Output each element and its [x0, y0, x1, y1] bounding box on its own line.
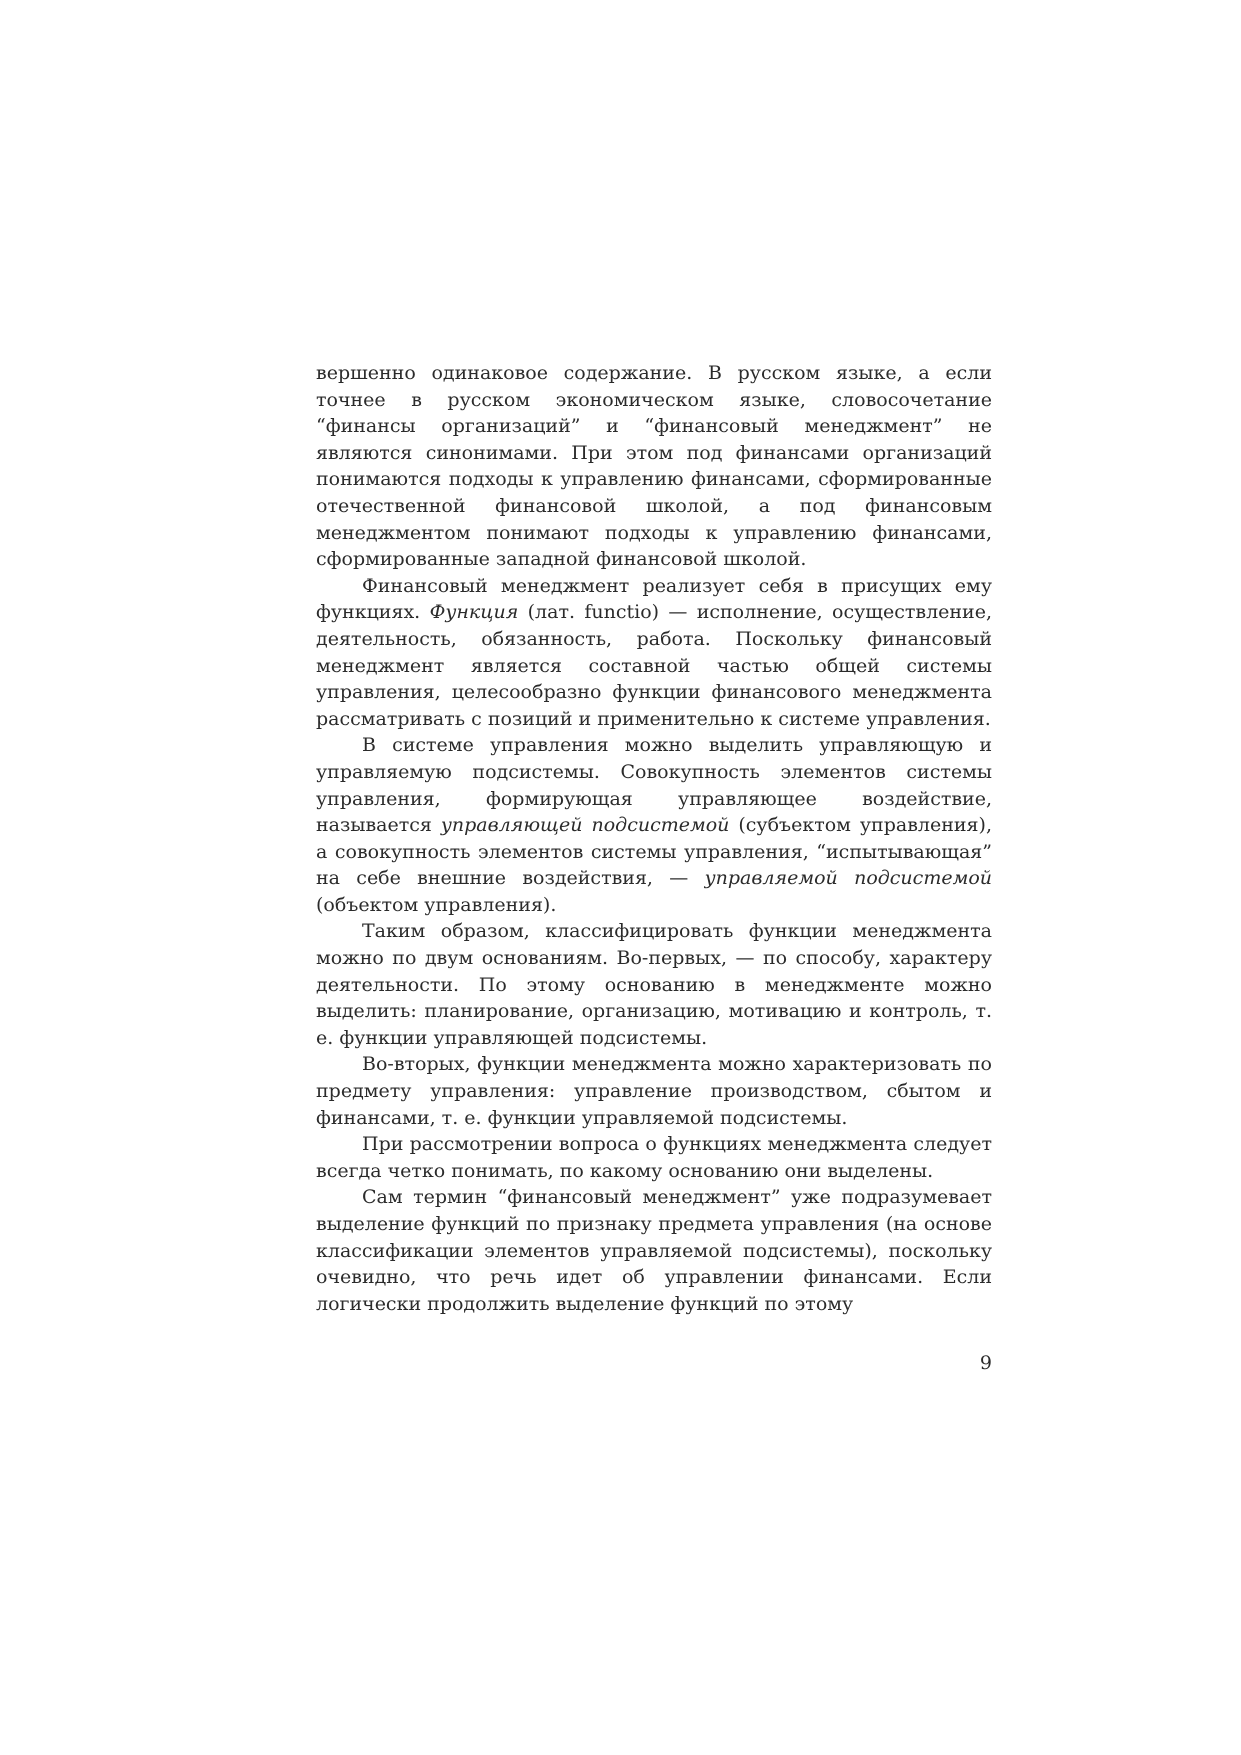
paragraph	[316, 1131, 992, 1184]
paragraph	[316, 1184, 992, 1317]
paragraph	[316, 1051, 992, 1131]
page-number: 9	[979, 1352, 992, 1374]
text-segment: При рассмотрении вопроса о функциях менеджмента следует всегда четко понимать, по какому основанию они выделены.	[316, 1133, 992, 1182]
paragraph	[316, 360, 992, 573]
text-segment: Сам термин “финансовый менеджмент” уже подразумевает выделение функций по признаку предмета управления (на основе классификации элементов управляемой подсистемы), поскольку очевидно, что речь идет об управлении финансами. Если логически продолжить выделение функций по этому	[316, 1186, 992, 1315]
paragraph	[316, 573, 992, 733]
paragraph	[316, 918, 992, 1051]
term-italic: управляемой подсистемой	[704, 867, 993, 890]
text-segment: (лат. functio) — исполнение, осуществление, деятельность, обязанность, работа. Поскольку финансовый менеджмент является составной частью общей системы управления, целесообразно функции финансового менеджмента рассматривать с позиций и применительно к системе управления.	[316, 601, 992, 730]
text-segment: Во-вторых, функции менеджмента можно характеризовать по предмету управления: управление производством, сбытом и финансами, т. е. функции управляемой подсистемы.	[316, 1053, 992, 1129]
text-segment: (субъектом управления), а совокупность элементов системы управления, “испытывающая” на себе внешние воздействия, —	[316, 814, 992, 890]
body-text	[316, 360, 992, 1317]
text-segment: В системе управления можно выделить управляющую и управляемую подсистемы. Совокупность элементов системы управления, формирующая управляющее воздействие, называется	[316, 734, 992, 837]
text-segment: (объектом управления).	[316, 893, 557, 916]
paragraph	[316, 732, 992, 918]
text-segment: Финансовый менеджмент реализует себя в присущих ему функциях.	[316, 574, 992, 624]
text-segment: вершенно одинаковое содержание. В русском языке, а если точнее в русском экономическом языке, словосочетание “финансы организаций” и “финансовый менеджмент” не являются синонимами. При этом под финансами организаций понимаются подходы к управлению финансами, сформированные отечественной финансовой школой, а под финансовым менеджментом понимают подходы к управлению финансами, сформированные западной финансовой школой.	[316, 362, 992, 571]
term-italic: управляющей подсистемой	[440, 814, 730, 837]
text-segment: Таким образом, классифицировать функции менеджмента можно по двум основаниям. Во-первых, — по способу, характеру деятельности. По этому основанию в менеджменте можно выделить: планирование, организацию, мотивацию и контроль, т. е. функции управляющей подсистемы.	[316, 920, 992, 1049]
term-italic: Функция	[429, 601, 519, 624]
